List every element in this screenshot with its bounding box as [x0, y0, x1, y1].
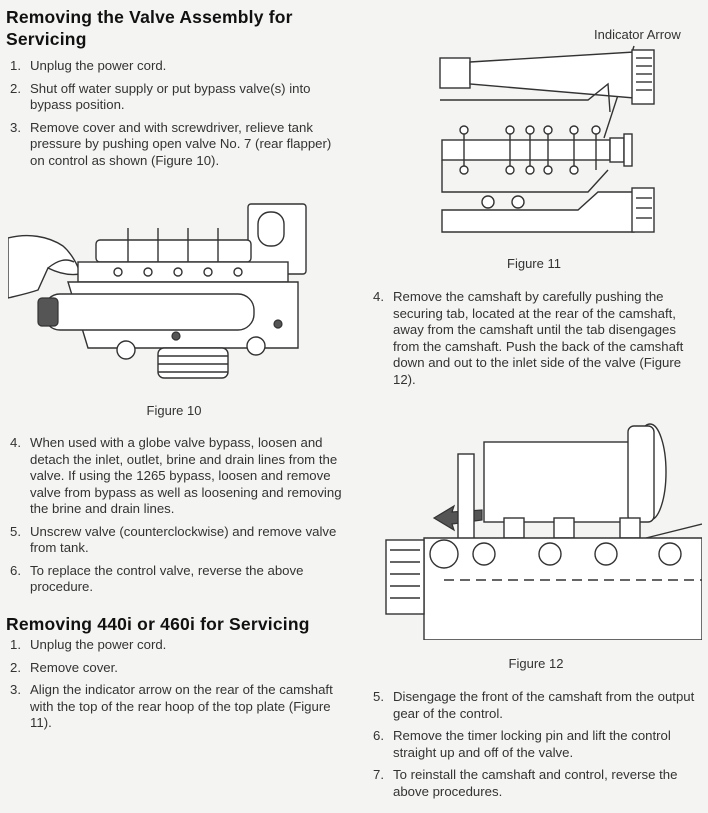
step-text: Unscrew valve (counterclockwise) and remove valve from tank. [30, 523, 337, 555]
step-text: To replace the control valve, reverse the above procedure. [30, 562, 304, 594]
step-number: 2. [10, 659, 21, 675]
step-number: 3. [10, 119, 21, 135]
section2-steps [4, 637, 349, 738]
step-text: Remove cover and with screwdriver, relieve tank pressure by pushing open valve No. 7 (rear flapper) on control as shown (Figure 10). [30, 119, 332, 168]
list-item [4, 120, 349, 170]
section2-title: Removing 440i or 460i for Servicing [6, 614, 310, 634]
list-item [4, 58, 349, 75]
step-number: 6. [10, 562, 21, 578]
step-number: 5. [373, 689, 384, 704]
step-text: To reinstall the camshaft and control, reverse the above procedures. [393, 767, 678, 799]
list-item [4, 637, 349, 654]
step-text: Unplug the power cord. [30, 637, 167, 652]
step-number: 4. [10, 435, 21, 450]
step-number: 5. [10, 523, 21, 539]
step-number: 7. [373, 767, 384, 782]
figure12-caption: Figure 12 [508, 656, 564, 671]
right-steps-a [367, 289, 705, 394]
list-item [4, 682, 349, 732]
figure12-illustration [384, 420, 702, 640]
list-item [4, 660, 349, 677]
step-number: 1. [10, 58, 21, 73]
step-number: 1. [10, 637, 21, 652]
list-item [4, 563, 349, 596]
step-text: Shut off water supply or put bypass valve(s) into bypass position. [30, 80, 311, 112]
figure10-caption: Figure 10 [146, 403, 202, 418]
step-number: 3. [10, 682, 21, 697]
list-item [367, 289, 705, 388]
step-text: Remove the camshaft by carefully pushing the securing tab, located at the rear of the camshaft, away from the camshaft until the tab disengages from the camshaft. Push the back of the camshaft down and out to the inlet side of the valve (Figure 12). [393, 289, 684, 387]
figure11-illustration [438, 42, 660, 238]
section1-title-line1: Removing the Valve Assembly for [6, 7, 293, 27]
figure11-callout-label: Indicator Arrow [594, 27, 681, 42]
section1-title-line2: Servicing [6, 29, 87, 49]
step-text: Remove the timer locking pin and lift the control straight up and off of the valve. [393, 728, 671, 760]
step-number: 4. [373, 289, 384, 304]
figure11-caption: Figure 11 [507, 256, 561, 271]
step-text: Unplug the power cord. [30, 58, 167, 73]
step-text: When used with a globe valve bypass, loosen and detach the inlet, outlet, brine and drain lines from the valve. If using the 1265 bypass, loosen and remove valve from bypass as well as loosening and removing the brine and drain lines. [30, 435, 342, 516]
step-number: 2. [10, 80, 21, 96]
list-item [4, 81, 349, 114]
section1-steps-a [4, 58, 349, 175]
step-text: Disengage the front of the camshaft from the output gear of the control. [393, 689, 695, 721]
step-number: 6. [373, 728, 384, 743]
right-steps-b [367, 689, 705, 806]
list-item [367, 689, 705, 722]
section1-steps-b [4, 435, 349, 602]
list-item [367, 728, 705, 761]
list-item [4, 524, 349, 557]
list-item [367, 767, 705, 800]
step-text: Align the indicator arrow on the rear of the camshaft with the top of the rear hoop of the top plate (Figure 11). [30, 682, 333, 730]
step-text: Remove cover. [30, 659, 118, 675]
section1-heading [6, 6, 293, 50]
figure10-illustration [8, 198, 328, 388]
list-item [4, 435, 349, 518]
